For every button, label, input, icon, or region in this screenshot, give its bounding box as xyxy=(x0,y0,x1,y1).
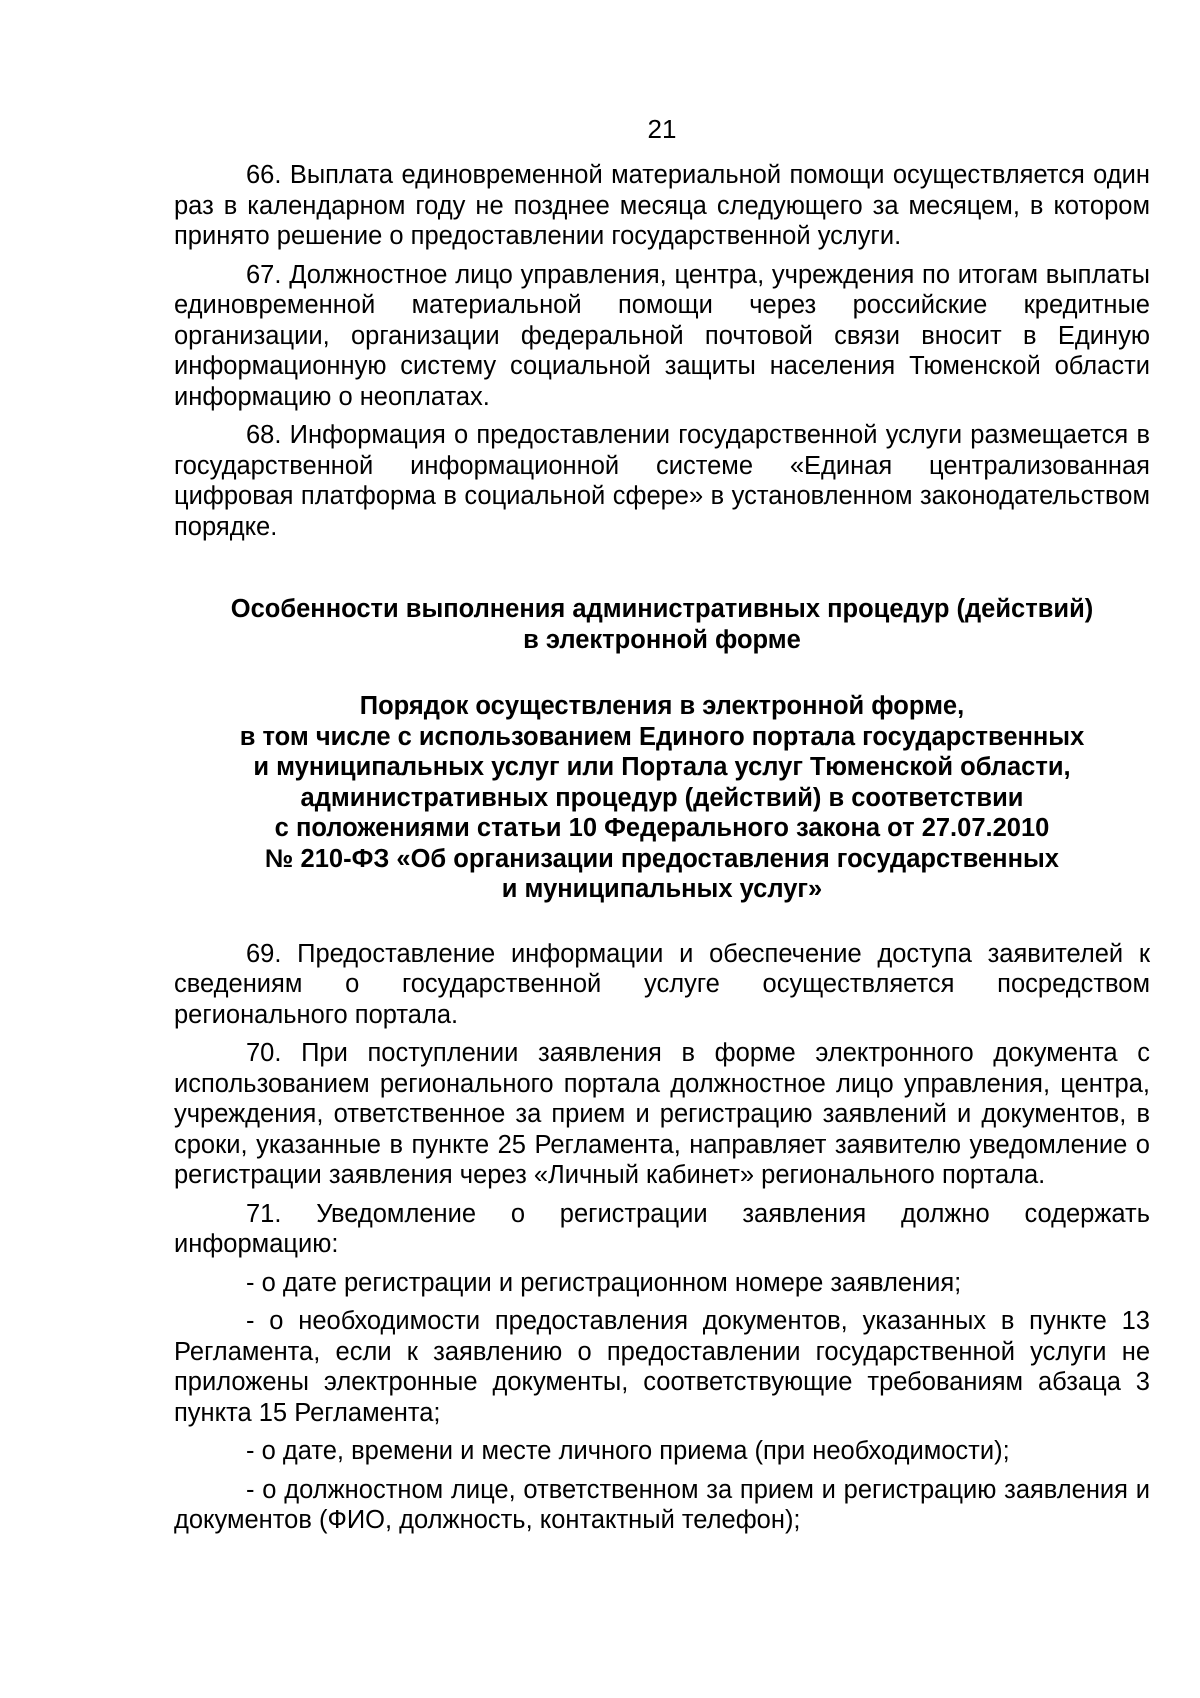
procedure-heading-line: с положениями статьи 10 Федерального закона от 27.07.2010 xyxy=(274,814,1050,842)
paragraph-66: 66. Выплата единовременной материальной помощи осуществляется один раз в календарном году не позднее месяца следующего за месяцем, в котором принято решение о предоставлении государственной услуги. xyxy=(174,161,1150,250)
paragraph-71: 71. Уведомление о регистрации заявления должно содержать информацию: xyxy=(174,1199,1150,1258)
paragraph-68: 68. Информация о предоставлении государственной услуги размещается в государственной информационной системе «Единая централизованная цифровая платформа в социальной сфере» в установленном законодательством порядке. xyxy=(174,421,1150,541)
procedure-heading-line: № 210-ФЗ «Об организации предоставления государственных xyxy=(265,844,1059,873)
list-item: - о дате, времени и месте личного приема (при необходимости); xyxy=(246,1437,1010,1465)
section-heading xyxy=(174,594,1150,655)
paragraph-67: 67. Должностное лицо управления, центра, учреждения по итогам выплаты единовременной материальной помощи через российские кредитные организации, организации федеральной почтовой связи вносит в Единую информационную систему социальной защиты населения Тюменской области информацию о неоплатах. xyxy=(174,260,1150,411)
document-page xyxy=(174,0,1150,1698)
list-item: - о должностном лице, ответственном за прием и регистрацию заявления и документов (ФИО, должность, контактный телефон); xyxy=(174,1475,1150,1534)
procedure-heading-line: в том числе с использованием Единого портала государственных xyxy=(239,722,1085,751)
paragraph-70: 70. При поступлении заявления в форме электронного документа с использованием регионального портала должностное лицо управления, центра, учреждения, ответственное за прием и регистрацию заявлений и документов, в сроки, указанные в пункте 25 Регламента, направляет заявителю уведомление о регистрации заявления через «Личный кабинет» регионального портала. xyxy=(174,1039,1150,1189)
list-item: - о дате регистрации и регистрационном номере заявления; xyxy=(246,1268,962,1297)
list-item: - о необходимости предоставления документов, указанных в пункте 13 Регламента, если к заявлению о предоставлении государственной услуги не приложены электронные документы, соответствующие требованиям абзаца 3 пункта 15 Регламента; xyxy=(174,1307,1150,1427)
paragraph-69: 69. Предоставление информации и обеспечение доступа заявителей к сведениям о государственной услуге осуществляется посредством регионального портала. xyxy=(174,939,1150,1029)
procedure-heading-line: и муниципальных услуг или Портала услуг Тюменской области, xyxy=(253,753,1071,781)
procedure-heading-line: и муниципальных услуг» xyxy=(501,875,823,903)
procedure-heading-line: Порядок осуществления в электронной форме, xyxy=(359,692,965,720)
procedure-heading xyxy=(174,691,1150,905)
section-heading-line: Особенности выполнения административных процедур (действий) xyxy=(230,595,1094,623)
page-number: 21 xyxy=(647,114,677,144)
procedure-heading-line: административных процедур (действий) в соответствии xyxy=(300,783,1024,812)
document-body xyxy=(174,160,1150,1544)
section-heading-line: в электронной форме xyxy=(523,625,801,654)
